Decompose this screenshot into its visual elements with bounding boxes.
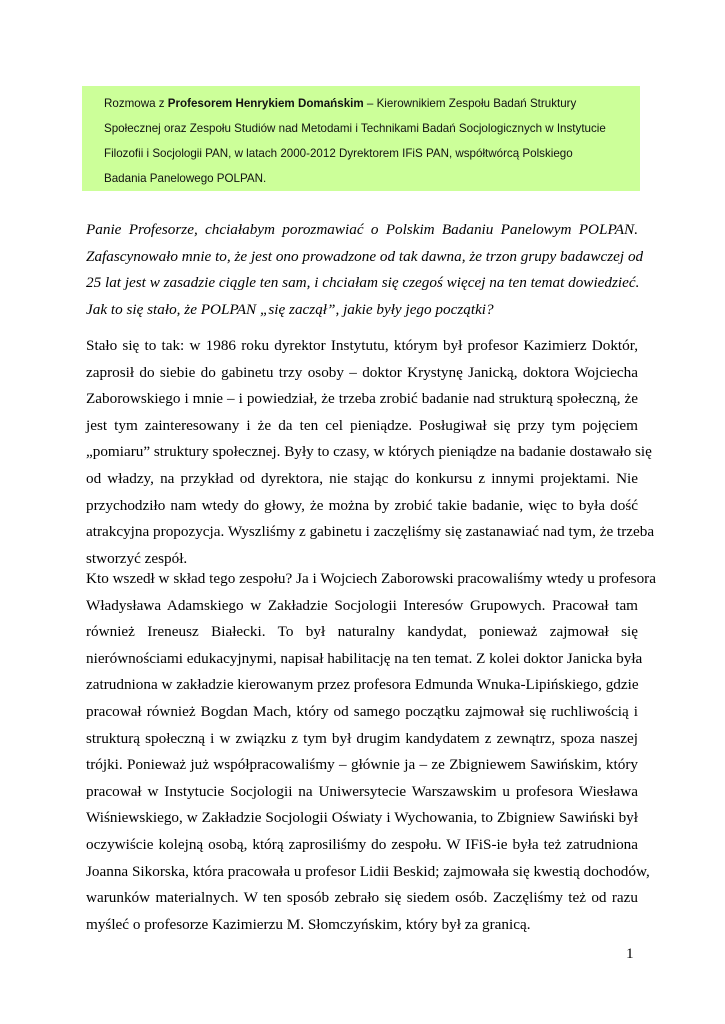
answer-line: od władzy, na przykład od dyrektora, nie stając do konkursu z innymi projektami. Nie — [86, 469, 638, 487]
answer-line: Joanna Sikorska, która pracowała u profesor Lidii Beskid; zajmowała się kwestią dochodów, — [86, 862, 650, 880]
answer-line: jest tym zainteresowany i że da ten cel pieniądze. Posługiwał się przy tym pojęciem — [86, 416, 638, 434]
answer-line: oczywiście kolejną osobą, którą zaprosiliśmy do zespołu. W IFiS-ie była też zatrudniona — [86, 835, 638, 853]
answer-line: atrakcyjna propozycja. Wyszliśmy z gabinetu i zaczęliśmy się zastanawiać nad tym, że trzeba — [86, 523, 655, 541]
question-line: 25 lat jest w zasadzie ciągle ten sam, i chciałam się czegoś więcej na ten temat dowiedzieć. — [86, 274, 640, 291]
answer-line: „pomiaru” struktury społecznej. Były to czasy, w których pieniądze na badanie dostawało się — [86, 443, 652, 461]
answer-line: przychodziło nam wtedy do głowy, że można by zrobić takie badanie, więc to była dość — [86, 496, 638, 514]
answer-line: zatrudniona w zakładzie kierowanym przez profesora Edmunda Wnuka-Lipińskiego, gdzie — [86, 676, 639, 694]
answer-line: zaprosił do siebie do gabinetu trzy osoby – doktor Krystynę Janicką, doktora Wojciecha — [86, 363, 638, 381]
intro-line-1-rest: – Kierownikiem Zespołu Badań Struktury — [363, 97, 577, 110]
answer-line: Zaborowskiego i mnie – i powiedział, że trzeba zrobić badanie nad strukturą społeczną, że — [86, 390, 638, 408]
answer-paragraph-2 — [86, 566, 656, 938]
interviewee-name: Profesorem Henrykiem Domańskim — [167, 97, 364, 110]
answer-paragraph-1 — [86, 333, 655, 572]
intro-line-1 — [104, 91, 628, 116]
question-line: Zafascynowało mnie to, że jest ono prowadzone od tak dawna, że trzon grupy badawczej od — [86, 247, 644, 265]
answer-line: trójki. Ponieważ już współpracowaliśmy – głównie ja – ze Zbigniewem Sawińskim, który — [86, 756, 638, 774]
intro-box — [82, 86, 640, 191]
answer-line: Wiśniewskiego, w Zakładzie Socjologii Oświaty i Wychowania, to Zbigniew Sawiński był — [86, 809, 638, 827]
answer-line: pracował w Instytucie Socjologii na Uniwersytecie Warszawskim u profesora Wiesława — [86, 782, 638, 800]
answer-line: nierównościami edukacyjnymi, napisał habilitację na ten temat. Z kolei doktor Janicka była — [86, 649, 643, 667]
answer-line: Stało się to tak: w 1986 roku dyrektor Instytutu, którym był profesor Kazimierz Doktór, — [86, 337, 638, 354]
intro-line-3: Filozofii i Socjologii PAN, w latach 2000-2012 Dyrektorem IFiS PAN, współtwórcą Polskiego — [104, 147, 573, 160]
interview-question — [86, 217, 644, 323]
intro-prefix: Rozmowa z — [104, 97, 168, 110]
question-line: Jak to się stało, że POLPAN „się zaczął”, jakie były jego początki? — [86, 300, 494, 318]
answer-line: Władysława Adamskiego w Zakładzie Socjologii Interesów Grupowych. Pracował tam — [86, 596, 638, 614]
answer-line: warunków materialnych. W ten sposób zebrało się siedem osób. Zaczęliśmy też od razu — [86, 889, 638, 907]
answer-line: myśleć o profesorze Kazimierzu M. Słomczyńskim, który był za granicą. — [86, 915, 531, 933]
answer-line: Kto wszedł w skład tego zespołu? Ja i Wojciech Zaborowski pracowaliśmy wtedy u profesora — [86, 570, 656, 587]
page-number: 1 — [626, 945, 634, 962]
answer-line: również Ireneusz Białecki. To był naturalny kandydat, ponieważ zajmował się — [86, 623, 638, 641]
answer-line: strukturą społeczną i w związku z tym był drugim kandydatem z zewnątrz, spoza naszej — [86, 729, 638, 747]
answer-line: pracował również Bogdan Mach, który od samego początku zajmował się ruchliwością i — [86, 702, 638, 720]
intro-line-2: Społecznej oraz Zespołu Studiów nad Metodami i Technikami Badań Socjologicznych w Instytucie — [104, 122, 606, 135]
question-line: Panie Profesorze, chciałabym porozmawiać o Polskim Badaniu Panelowym POLPAN. — [86, 221, 638, 238]
answer-line: stworzyć zespół. — [86, 549, 188, 567]
intro-line-4: Badania Panelowego POLPAN. — [104, 172, 267, 185]
